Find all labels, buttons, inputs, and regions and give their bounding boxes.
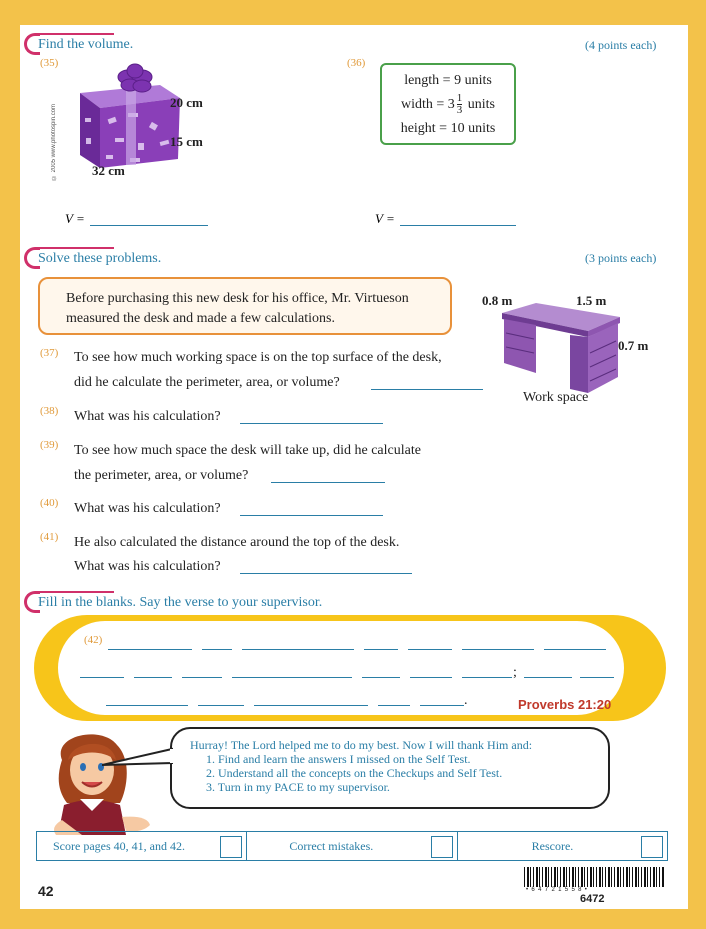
question-number-36: (36) bbox=[347, 57, 366, 69]
speech-tail bbox=[102, 743, 174, 773]
question-37-line1: To see how much working space is on the top surface of the desk, bbox=[74, 350, 442, 365]
verse-reference: Proverbs 21:20 bbox=[518, 697, 612, 712]
score-label: Score pages 40, 41, and 42. bbox=[53, 839, 185, 853]
correct-checkbox[interactable] bbox=[431, 836, 453, 858]
section-title: Fill in the blanks. Say the verse to your supervisor. bbox=[38, 595, 323, 610]
rescore-checkbox[interactable] bbox=[641, 836, 663, 858]
verse-blank[interactable] bbox=[410, 677, 452, 678]
girl-cartoon-image bbox=[42, 725, 162, 835]
question-number-37: (37) bbox=[40, 347, 59, 359]
photo-copyright: © 2005 www.photospin.com bbox=[51, 103, 57, 180]
verse-blank[interactable] bbox=[408, 649, 452, 650]
length-text: length = 9 units bbox=[404, 73, 492, 88]
desk-dim-depth: 0.8 m bbox=[482, 293, 513, 308]
score-bar bbox=[36, 831, 668, 861]
verse-blank[interactable] bbox=[462, 677, 512, 678]
page-number: 42 bbox=[38, 883, 54, 899]
verse-period: . bbox=[464, 693, 468, 708]
answer-blank-41[interactable] bbox=[240, 573, 412, 574]
points-label: (3 points each) bbox=[585, 251, 657, 265]
verse-blank[interactable] bbox=[254, 705, 368, 706]
answer-blank-36[interactable] bbox=[400, 225, 516, 226]
rescore-cell bbox=[458, 832, 667, 860]
verse-blank[interactable] bbox=[242, 649, 354, 650]
correct-cell bbox=[247, 832, 457, 860]
desk-intro-box: Before purchasing this new desk for his office, Mr. Virtueson measured the desk and made a few calculations. bbox=[38, 277, 452, 335]
desk-image bbox=[498, 301, 624, 393]
section-title: Solve these problems. bbox=[38, 251, 162, 266]
section-title: Find the volume. bbox=[38, 37, 134, 52]
question-number-42: (42) bbox=[84, 634, 103, 646]
points-label: (4 points each) bbox=[585, 38, 657, 52]
verse-blank[interactable] bbox=[198, 705, 244, 706]
answer-blank-37[interactable] bbox=[371, 389, 483, 390]
verse-blank[interactable] bbox=[364, 649, 398, 650]
verse-blank[interactable] bbox=[80, 677, 124, 678]
section-heading-fill-blanks bbox=[38, 595, 322, 611]
question-number-39: (39) bbox=[40, 439, 59, 451]
height-text: height = 10 units bbox=[400, 121, 496, 136]
dimensions-box-36 bbox=[380, 63, 516, 145]
correct-label: Correct mistakes. bbox=[289, 839, 374, 853]
question-41-line2: What was his calculation? bbox=[74, 559, 221, 574]
verse-blank[interactable] bbox=[134, 677, 172, 678]
speech-item: 2. Understand all the concepts on the Checkups and Self Test. bbox=[206, 766, 503, 780]
verse-blank[interactable] bbox=[462, 649, 534, 650]
question-41-line1: He also calculated the distance around the top of the desk. bbox=[74, 535, 400, 550]
verse-blank[interactable] bbox=[202, 649, 232, 650]
worksheet-page bbox=[20, 25, 688, 909]
verse-blank[interactable] bbox=[580, 677, 614, 678]
dimension-height: 20 cm bbox=[170, 95, 203, 110]
question-37-line2: did he calculate the perimeter, area, or volume? bbox=[74, 375, 340, 390]
verse-blank[interactable] bbox=[106, 705, 188, 706]
rescore-label: Rescore. bbox=[531, 839, 574, 853]
verse-blank[interactable] bbox=[420, 705, 464, 706]
question-40-text: What was his calculation? bbox=[74, 501, 221, 516]
verse-blank[interactable] bbox=[544, 649, 606, 650]
answer-blank-40[interactable] bbox=[240, 515, 383, 516]
question-number-38: (38) bbox=[40, 405, 59, 417]
section-heading-solve-problems bbox=[38, 251, 161, 267]
barcode-digits: • 6 4 7 2 1 5 5 8 • bbox=[526, 887, 587, 893]
speech-intro: Hurray! The Lord helped me to do my best. Now I will thank Him and: bbox=[190, 738, 533, 752]
speech-item: 3. Turn in my PACE to my supervisor. bbox=[206, 780, 390, 794]
question-number-40: (40) bbox=[40, 497, 59, 509]
dimension-depth: 15 cm bbox=[170, 134, 203, 149]
verse-blank[interactable] bbox=[232, 677, 352, 678]
barcode bbox=[524, 867, 664, 887]
question-39-line2: the perimeter, area, or volume? bbox=[74, 468, 249, 483]
desk-caption: Work space bbox=[523, 390, 589, 405]
speech-bubble bbox=[170, 727, 610, 809]
score-cell bbox=[37, 832, 247, 860]
answer-blank-35[interactable] bbox=[90, 225, 208, 226]
answer-blank-39[interactable] bbox=[271, 482, 385, 483]
width-text: width = 3 $\frac{1}{3}$ units bbox=[400, 92, 496, 117]
question-39-line1: To see how much space the desk will take up, did he calculate bbox=[74, 443, 421, 458]
section-heading-find-volume bbox=[38, 37, 133, 53]
answer-label-36: V = bbox=[375, 211, 395, 226]
answer-label-35: V = bbox=[65, 211, 85, 226]
dimension-length: 32 cm bbox=[92, 163, 125, 178]
gift-box-image bbox=[70, 63, 180, 183]
desk-dim-height: 0.7 m bbox=[618, 338, 649, 353]
speech-item: 1. Find and learn the answers I missed on the Self Test. bbox=[206, 752, 471, 766]
verse-blank[interactable] bbox=[108, 649, 192, 650]
verse-blank[interactable] bbox=[182, 677, 222, 678]
verse-blank[interactable] bbox=[524, 677, 572, 678]
pace-number: 6472 bbox=[580, 893, 605, 905]
answer-blank-38[interactable] bbox=[240, 423, 383, 424]
score-checkbox[interactable] bbox=[220, 836, 242, 858]
verse-blank[interactable] bbox=[362, 677, 400, 678]
question-38-text: What was his calculation? bbox=[74, 409, 221, 424]
verse-blank[interactable] bbox=[378, 705, 410, 706]
question-number-41: (41) bbox=[40, 531, 59, 543]
desk-dim-length: 1.5 m bbox=[576, 293, 607, 308]
question-number-35: (35) bbox=[40, 57, 59, 69]
verse-semicolon: ; bbox=[513, 665, 517, 680]
